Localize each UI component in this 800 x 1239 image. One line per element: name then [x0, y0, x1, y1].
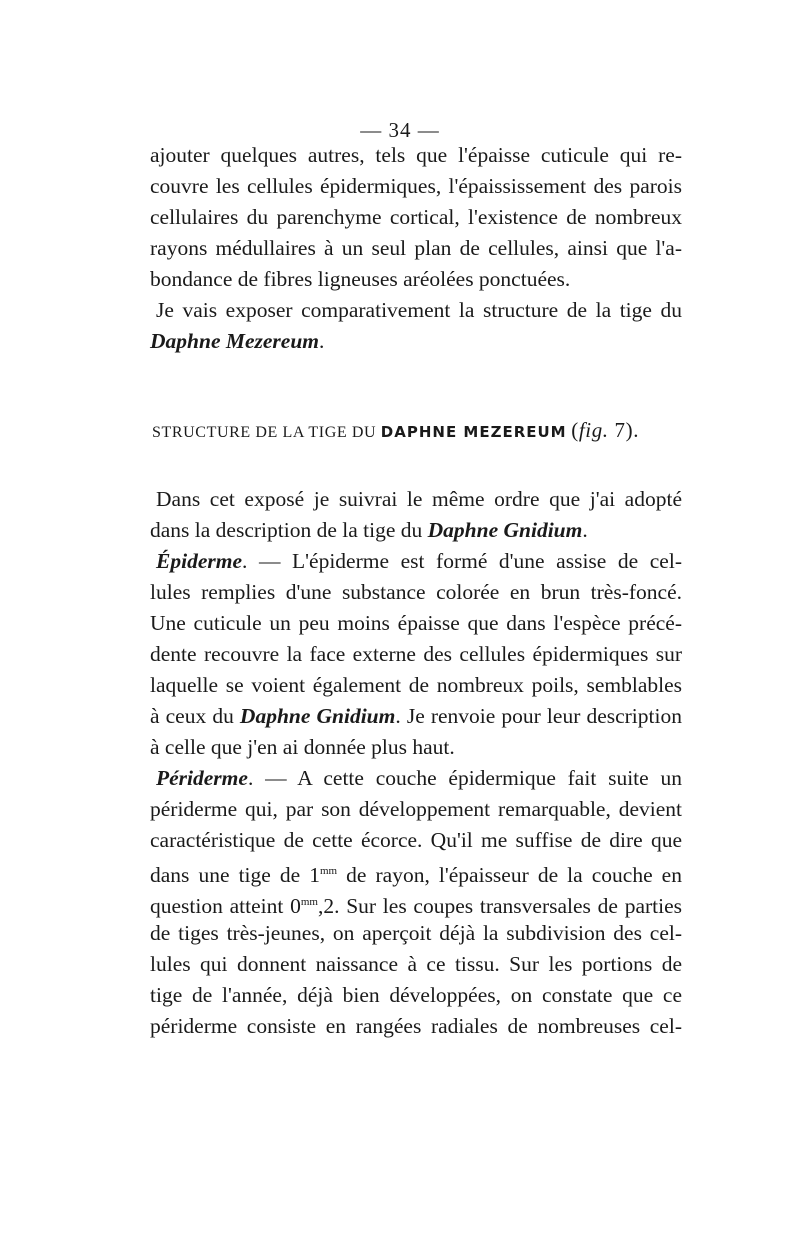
text-line	[150, 326, 682, 357]
text-line: périderme qui, par son développement remarquable, devient	[150, 797, 682, 821]
fig-number: 7).	[608, 418, 640, 442]
text-line: Dans cet exposé je suivrai le même ordre que j'ai adopté	[156, 487, 682, 511]
text-span: . — L'épiderme est formé d'une assise de cel-	[242, 549, 682, 573]
text-span: de rayon, l'épaisseur de la couche en	[337, 863, 682, 888]
paragraph-label: Épiderme	[156, 549, 242, 573]
text-span: à ceux du	[150, 704, 240, 728]
text-line: rayons médullaires à un seul plan de cellules, ainsi que l'a-	[150, 236, 682, 260]
figure-reference	[571, 418, 639, 442]
text-line	[150, 701, 682, 732]
heading-species: DAPHNE MEZEREUM	[380, 423, 567, 441]
text-line	[150, 546, 682, 577]
text-line	[150, 515, 682, 546]
text-line: ajouter quelques autres, tels que l'épaisse cuticule qui re-	[150, 143, 682, 167]
text-line: cellulaires du parenchyme cortical, l'existence de nombreux	[150, 205, 682, 229]
section-heading	[152, 418, 682, 443]
text-line: couvre les cellules épidermiques, l'épaississement des parois	[150, 174, 682, 198]
text-line: Une cuticule un peu moins épaisse que dans l'espèce précé-	[150, 611, 682, 635]
species-name: Daphne Gnidium	[239, 704, 396, 728]
text-line: périderme consiste en rangées radiales de nombreuses cel-	[150, 1014, 682, 1038]
section-body	[150, 484, 682, 1042]
text-line: tige de l'année, déjà bien développées, on constate que ce	[150, 983, 682, 1007]
unit-superscript: mm	[300, 896, 318, 908]
text-span: dans la description de la tige du	[150, 518, 428, 542]
page-number: — 34 —	[360, 118, 440, 142]
text-span: . Je renvoie pour leur description	[395, 704, 682, 728]
species-name: Daphne Gnidium	[427, 518, 583, 542]
text-line: Je vais exposer comparativement la structure de la tige du	[156, 298, 682, 322]
text-line: de tiges très-jeunes, on aperçoit déjà la subdivision des cel-	[150, 921, 682, 945]
text-line	[150, 856, 682, 887]
punctuation: .	[582, 518, 588, 542]
unit-superscript: mm	[319, 865, 338, 877]
text-line: lules qui donnent naissance à ce tissu. Sur les portions de	[150, 952, 682, 976]
fig-open: (	[571, 418, 579, 442]
text-span: question atteint 0	[150, 894, 301, 919]
text-line: lules remplies d'une substance colorée en brun très-foncé.	[150, 580, 682, 604]
text-span: . — A cette couche épidermique fait suite un	[247, 766, 682, 790]
punctuation: .	[319, 329, 325, 353]
text-line	[150, 763, 682, 794]
species-name: Daphne Mezereum	[150, 329, 320, 353]
text-line: à celle que j'en ai donnée plus haut.	[150, 735, 455, 759]
text-span: ,2. Sur les coupes transversales de parties	[317, 894, 682, 919]
fig-label: fig.	[578, 418, 609, 442]
text-line: laquelle se voient également de nombreux poils, semblables	[150, 673, 682, 697]
text-line	[150, 887, 682, 918]
paragraph-label: Périderme	[156, 766, 248, 790]
paragraph-intro	[150, 140, 682, 357]
text-line: dente recouvre la face externe des cellules épidermiques sur	[150, 642, 682, 666]
text-span: dans une tige de 1	[150, 863, 320, 888]
text-line: bondance de fibres ligneuses aréolées ponctuées.	[150, 267, 571, 291]
heading-prefix: STRUCTURE DE LA TIGE DU	[152, 424, 377, 441]
text-line: caractéristique de cette écorce. Qu'il me suffise de dire que	[150, 828, 682, 852]
